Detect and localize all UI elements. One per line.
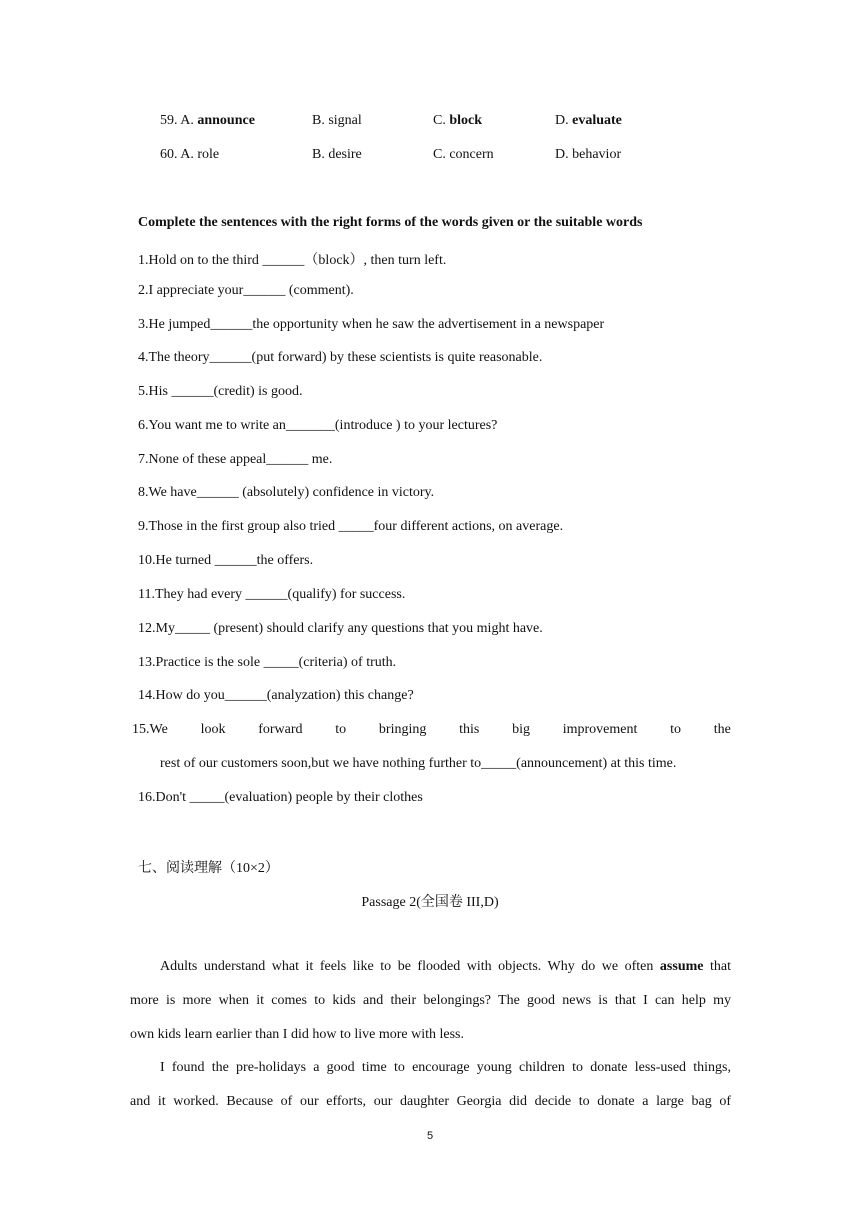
sentence-15-word: forward (258, 722, 303, 737)
mcq-59-option-d-text: evaluate (572, 113, 622, 128)
paragraph-1-text: Adults understand what it feels like to be flooded with objects. Why do we often (160, 959, 660, 974)
sentence-1: 1.Hold on to the third ______（block）, then turn left. (138, 253, 447, 268)
sentence-15-word: improvement (562, 722, 638, 737)
reading-heading: 七、阅读理解（10×2） (138, 861, 279, 876)
mcq-59-option-b: B. signal (312, 113, 362, 128)
mcq-59-option-a: announce (197, 113, 255, 128)
paragraph-1-line-3: own kids learn earlier than I did how to live more with less. (130, 1027, 464, 1042)
mcq-60-option-d-prefix: D. (555, 147, 573, 162)
mcq-60-option-c-prefix: C. (433, 147, 450, 162)
mcq-60-option-c (433, 147, 494, 163)
sentence-13: 13.Practice is the sole _____(criteria) of truth. (138, 655, 397, 670)
paragraph-1-line-1 (160, 959, 731, 975)
sentence-15-word: to (335, 722, 347, 737)
sentence-2: 2.I appreciate your______ (comment). (138, 283, 354, 298)
mcq-60-option-a: role (197, 147, 220, 162)
sentence-15-word: look (200, 722, 226, 737)
mcq-59-option-d-prefix: D. (555, 113, 573, 128)
passage-title: Passage 2(全国卷 III,D) (361, 895, 499, 910)
sentence-15-word: to (670, 722, 682, 737)
sentence-11: 11.They had every ______(qualify) for success. (138, 587, 406, 602)
sentence-15-word: 15.We (132, 722, 168, 737)
sentence-15-line-2: rest of our customers soon,but we have nothing further to_____(announcement) at this time. (160, 756, 677, 771)
mcq-60-option-d-text: behavior (572, 147, 622, 162)
sentence-15-word: this (459, 722, 480, 737)
paragraph-1-line-2: more is more when it comes to kids and their belongings? The good news is that I can help my (130, 993, 731, 1008)
mcq-59-option-c (433, 113, 482, 129)
sentence-9: 9.Those in the first group also tried _____four different actions, on average. (138, 519, 564, 534)
sentence-15-word: big (512, 722, 530, 737)
mcq-59-number: 59. A. (160, 113, 198, 128)
sentence-10: 10.He turned ______the offers. (138, 553, 314, 568)
sentence-15-word: bringing (378, 722, 427, 737)
mcq-59-option-c-text: block (449, 113, 483, 128)
mcq-row-60 (160, 147, 219, 163)
mcq-60-option-c-text: concern (449, 147, 494, 162)
paragraph-2-line-1: I found the pre-holidays a good time to encourage young children to donate less-used things, (160, 1060, 731, 1075)
sentence-15-line-1 (132, 722, 731, 738)
sentence-16: 16.Don't _____(evaluation) people by their clothes (138, 790, 423, 805)
sentence-6: 6.You want me to write an_______(introduce ) to your lectures? (138, 418, 498, 433)
sentence-4: 4.The theory______(put forward) by these scientists is quite reasonable. (138, 350, 543, 365)
mcq-60-option-b: B. desire (312, 147, 362, 162)
paragraph-2-line-2: and it worked. Because of our efforts, our daughter Georgia did decide to donate a large bag of (130, 1094, 731, 1109)
page-number: 5 (426, 1130, 434, 1142)
mcq-59-option-d (555, 113, 622, 129)
mcq-row-59 (160, 113, 255, 129)
sentence-12: 12.My_____ (present) should clarify any questions that you might have. (138, 621, 543, 636)
mcq-60-option-d (555, 147, 621, 163)
sentence-14: 14.How do you______(analyzation) this change? (138, 688, 414, 703)
mcq-60-number: 60. A. (160, 147, 198, 162)
sentence-5: 5.His ______(credit) is good. (138, 384, 303, 399)
mcq-59-option-c-prefix: C. (433, 113, 450, 128)
sentence-8: 8.We have______ (absolutely) confidence in victory. (138, 485, 435, 500)
keyword-assume: assume (659, 959, 704, 974)
sentence-3: 3.He jumped______the opportunity when he saw the advertisement in a newspaper (138, 317, 605, 332)
sentence-7: 7.None of these appeal______ me. (138, 452, 333, 467)
section-heading: Complete the sentences with the right forms of the words given or the suitable words (138, 215, 643, 230)
paragraph-1-text-end: that (703, 959, 731, 974)
sentence-15-word: the (713, 722, 731, 737)
